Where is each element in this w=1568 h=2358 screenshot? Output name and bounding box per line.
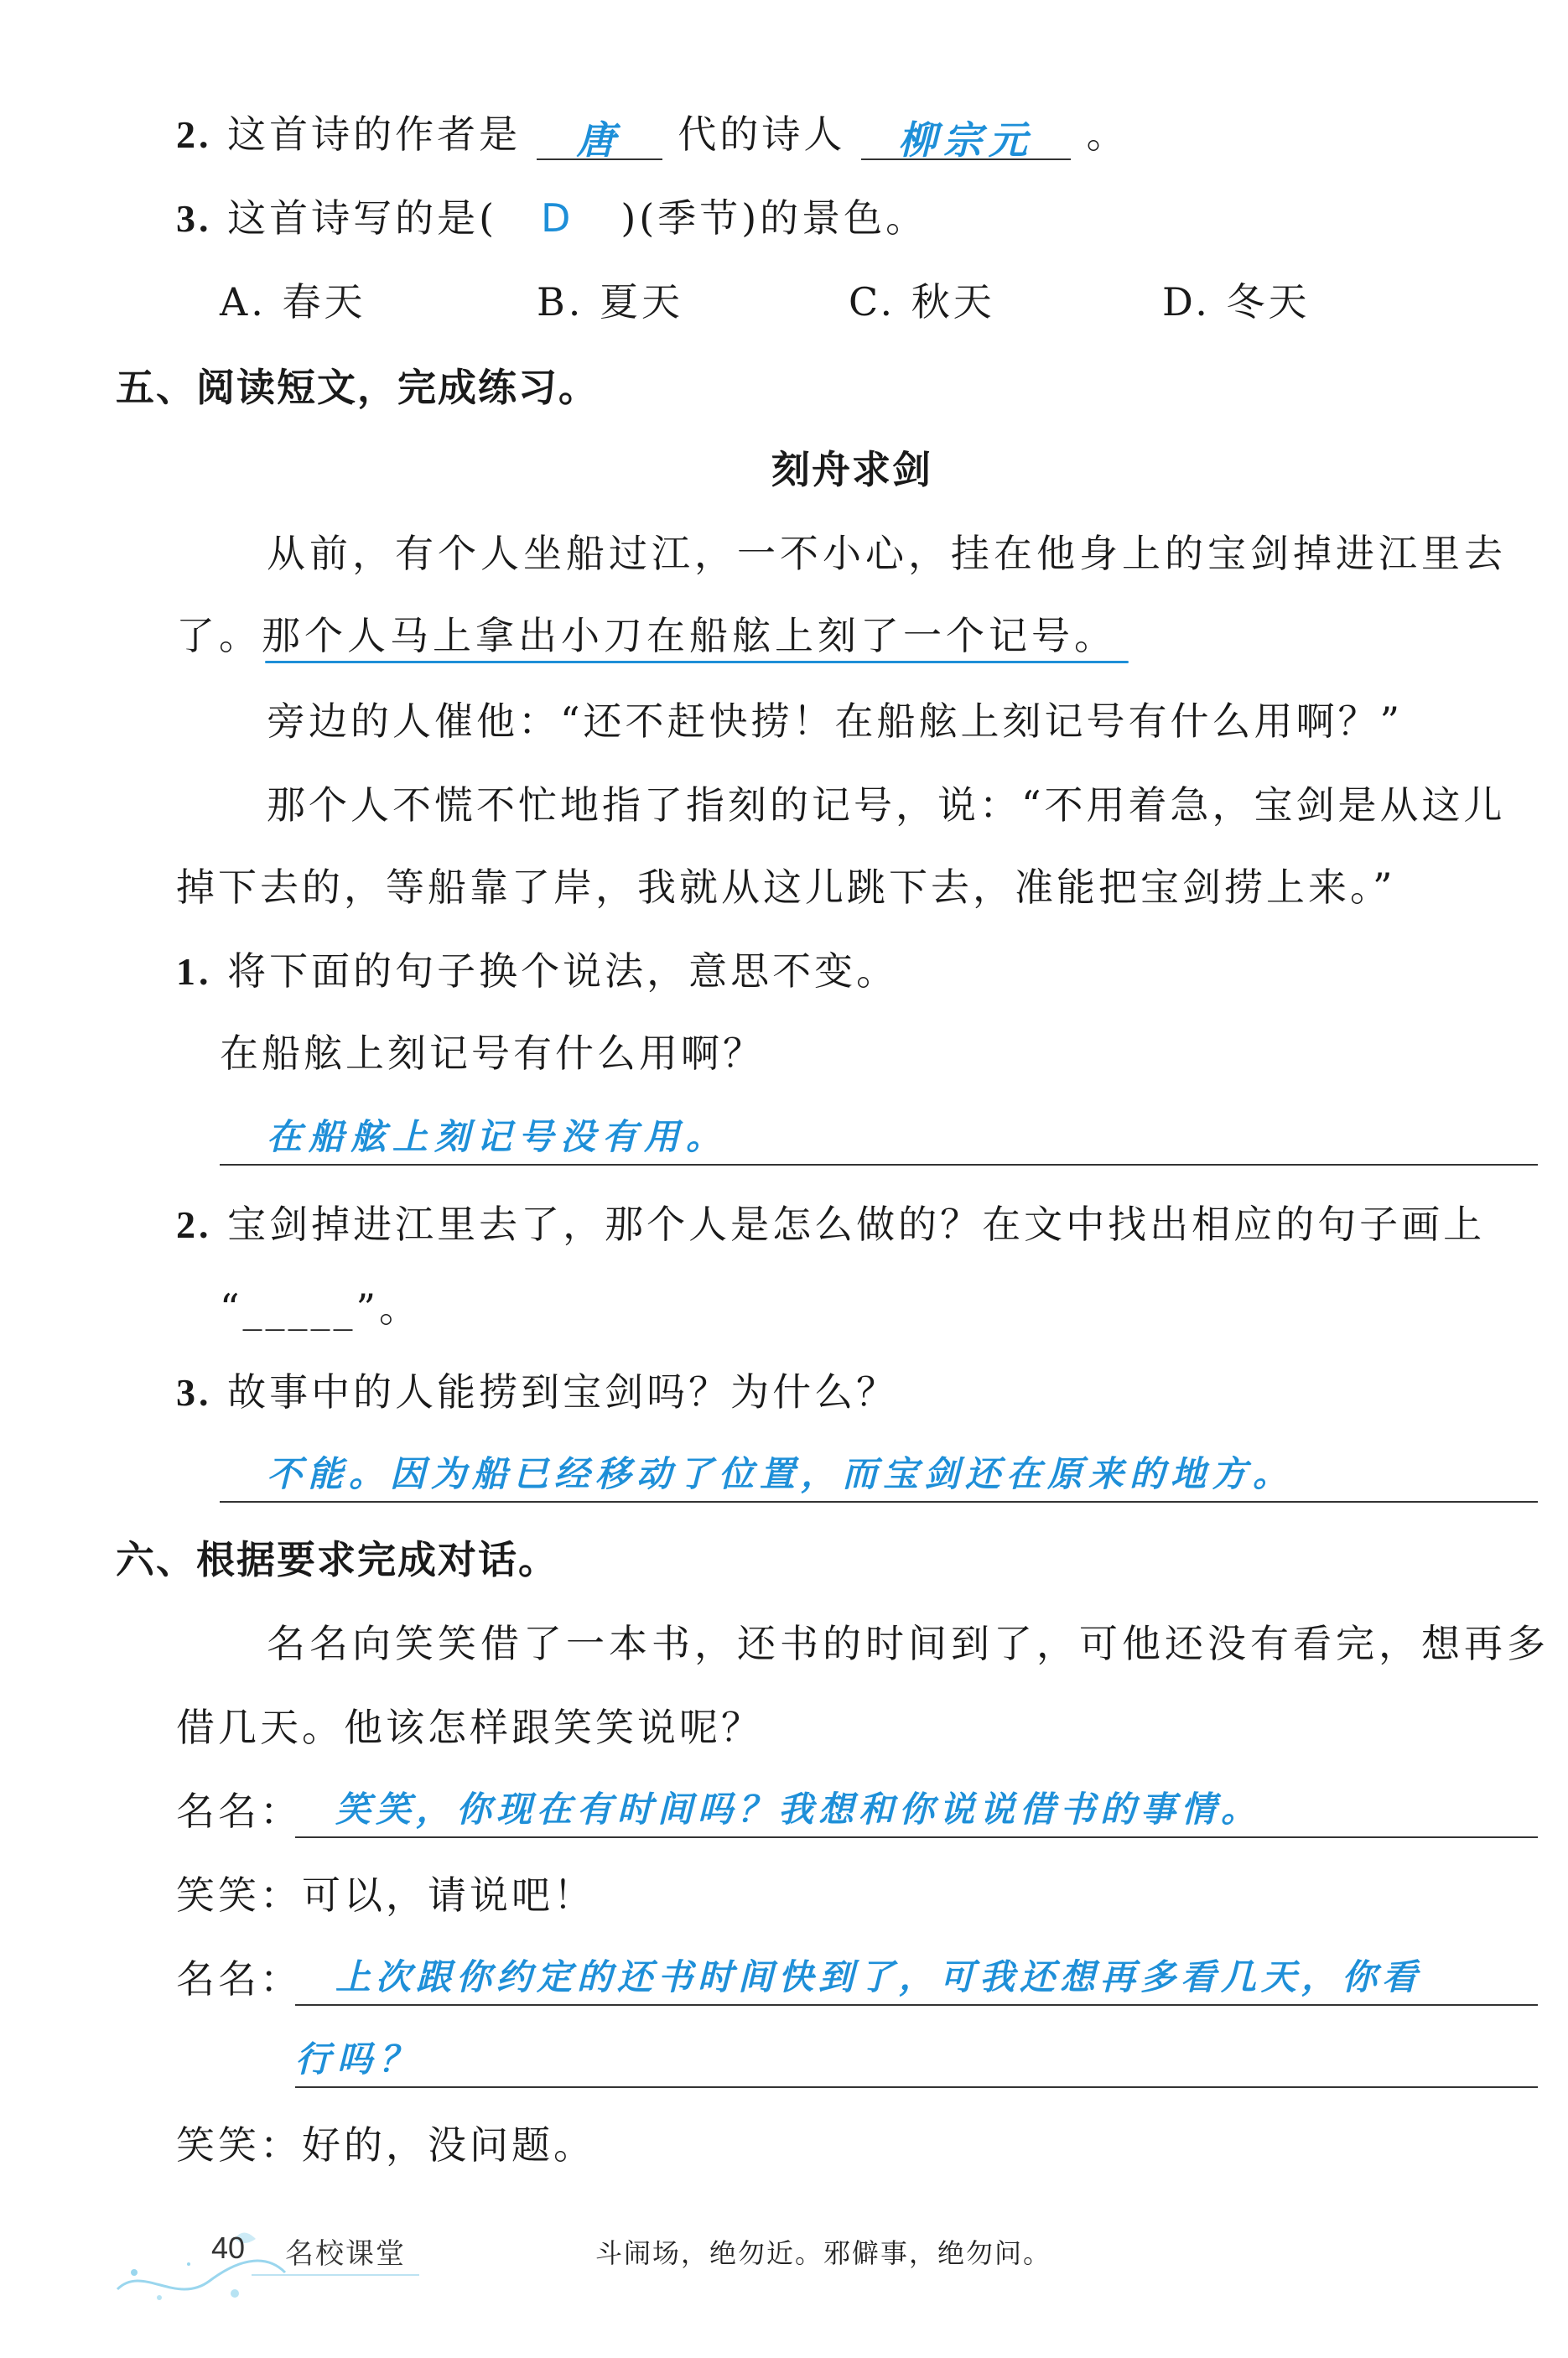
question-text: 故事中的人能捞到宝剑吗？为什么？ (227, 1369, 899, 1415)
dialogue-speaker-mingming: 名名： (176, 1789, 302, 1834)
footer-divider (252, 2274, 419, 2276)
question-text: 这首诗的作者是 (227, 112, 522, 157)
answer-poet: 柳宗元 (898, 117, 1034, 163)
question-text: 这首诗写的是( (227, 195, 498, 241)
exercise-3-answer[interactable]: 不能。因为船已经移动了位置，而宝剑还在原来的地方。 (267, 1453, 1295, 1494)
page-number: 40 (211, 2231, 246, 2265)
answer-line (295, 2004, 1538, 2006)
dialogue-speaker-mingming: 名名： (176, 1956, 302, 2002)
story-paragraph-3-line-2: 掉下去的，等船靠了岸，我就从这儿跳下去，准能把宝剑捞上来。” (176, 865, 1396, 910)
option-c: C. 秋天 (849, 279, 995, 325)
exercise-2-line-2: “_____”。 (220, 1285, 422, 1331)
section-heading-6: 六、根据要求完成对话。 (116, 1537, 558, 1582)
answer-blank-poet[interactable] (861, 115, 1071, 163)
dialogue-prompt-line-2: 借几天。他该怎样跟笑笑说呢？ (176, 1705, 763, 1750)
dialogue-answer-1[interactable]: 笑笑，你现在有时间吗？我想和你说说借书的事情。 (335, 1789, 1262, 1830)
story-paragraph-2: 旁边的人催他：“还不赶快捞！在船舷上刻记号有什么用啊？” (267, 699, 1404, 744)
exercise-2-line-1 (176, 1199, 1485, 1250)
question-number: 3. (176, 1371, 212, 1414)
underlined-sentence: 那个人马上拿出小刀在船舷上刻了一个记号。 (262, 613, 1117, 658)
question-number: 2. (176, 1203, 212, 1246)
exercise-1-answer[interactable]: 在船舷上刻记号没有用。 (267, 1116, 729, 1157)
answer-dynasty: 唐 (576, 117, 622, 163)
story-text: 了。 (176, 613, 262, 658)
exercise-1-sentence: 在船舷上刻记号有什么用啊？ (220, 1031, 765, 1076)
answer-blank-dynasty[interactable] (537, 115, 662, 163)
dialogue-line-xiaoxiao-1: 笑笑：可以，请说吧！ (176, 1872, 595, 1918)
question-end: 。 (1086, 112, 1129, 157)
question-text: 代的诗人 (678, 112, 846, 157)
answer-underline (265, 661, 1129, 663)
exercise-3 (176, 1367, 898, 1418)
option-d: D. 冬天 (1162, 279, 1311, 325)
story-paragraph-1-line-1: 从前，有个人坐船过江，一不小心，挂在他身上的宝剑掉进江里去 (267, 531, 1507, 576)
footer-motto: 斗闹场，绝勿近。邪僻事，绝勿问。 (595, 2237, 1052, 2269)
question-2 (176, 109, 1129, 163)
question-number: 2. (176, 113, 212, 156)
decorative-swirl-icon (109, 2214, 293, 2314)
answer-line (295, 2086, 1538, 2088)
section-heading-5: 五、阅读短文，完成练习。 (116, 365, 599, 410)
answer-line (295, 1836, 1538, 1838)
story-paragraph-1-line-2 (176, 610, 1117, 661)
exercise-1 (176, 946, 898, 997)
series-name: 名校课堂 (285, 2237, 406, 2271)
question-number: 1. (176, 950, 212, 993)
question-text: 将下面的句子换个说法，意思不变。 (227, 948, 899, 994)
answer-line (220, 1164, 1538, 1166)
question-3 (176, 193, 927, 244)
option-a: A. 春天 (220, 279, 366, 325)
question-text: )(季节)的景色。 (620, 195, 928, 241)
question-text: 宝剑掉进江里去了，那个人是怎么做的？在文中找出相应的句子画上 (227, 1202, 1486, 1247)
story-title: 刻舟求剑 (771, 447, 932, 492)
option-b: B. 夏天 (537, 279, 684, 325)
dialogue-answer-2-line-2[interactable]: 行吗？ (295, 2039, 422, 2080)
answer-choice[interactable]: D (540, 195, 578, 241)
answer-line (220, 1501, 1538, 1503)
dialogue-line-xiaoxiao-2: 笑笑：好的，没问题。 (176, 2122, 595, 2168)
question-number: 3. (176, 197, 212, 240)
dialogue-prompt-line-1: 名名向笑笑借了一本书，还书的时间到了，可他还没有看完，想再多 (267, 1621, 1550, 1666)
dialogue-answer-2-line-1[interactable]: 上次跟你约定的还书时间快到了，可我还想再多看几天，你看 (335, 1956, 1423, 1997)
story-paragraph-3-line-1: 那个人不慌不忙地指了指刻的记号，说：“不用着急，宝剑是从这儿 (267, 782, 1506, 828)
